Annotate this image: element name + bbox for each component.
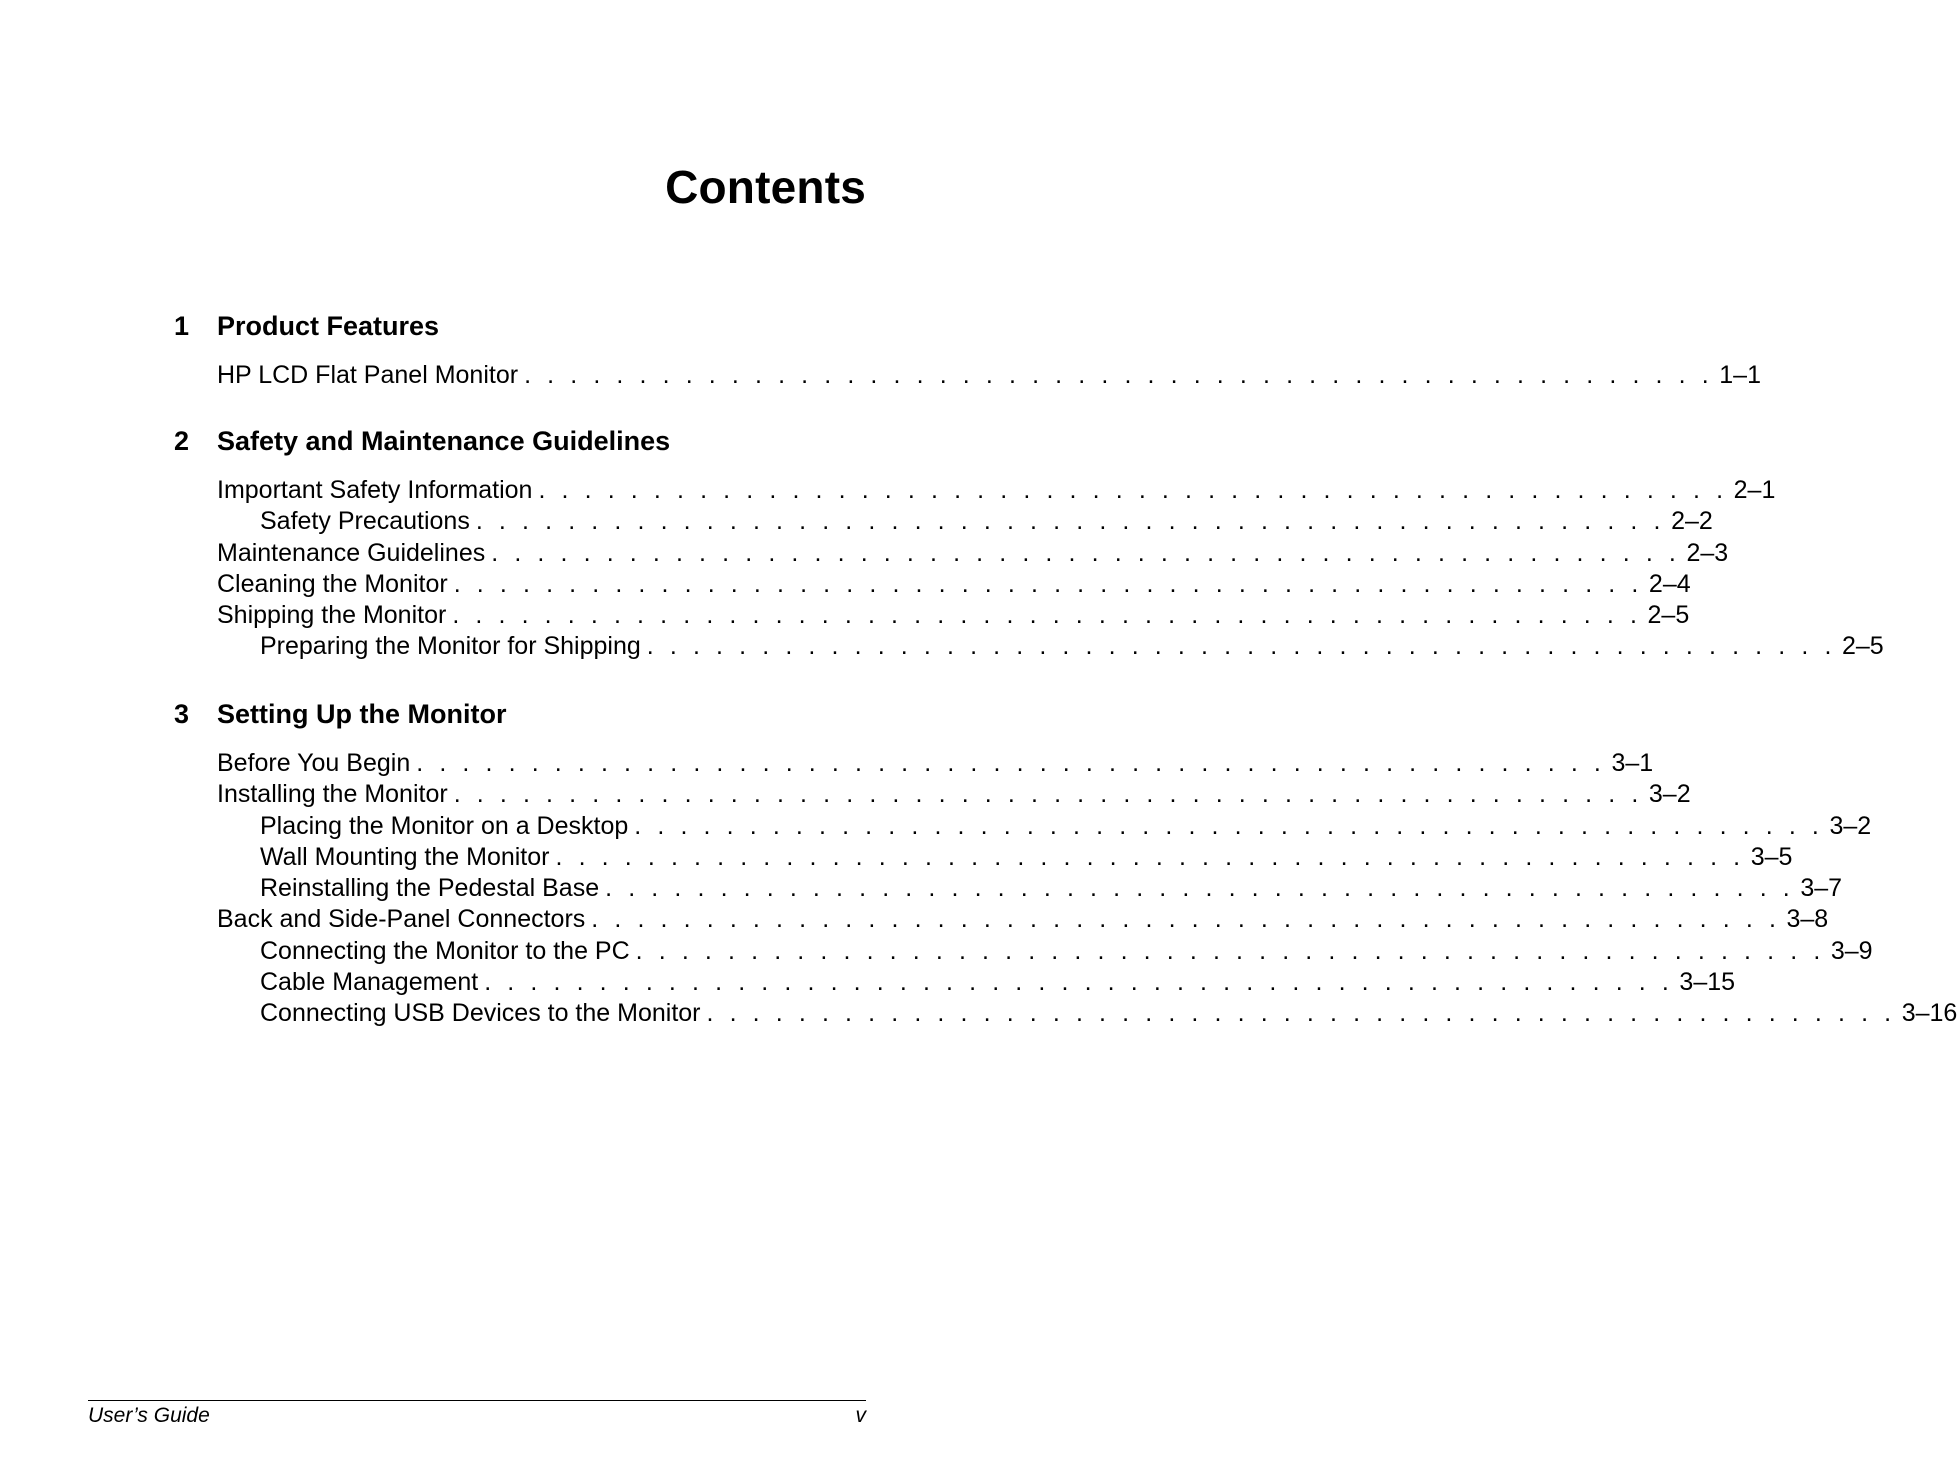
dot-leader: . . . . . . . . . . . . . . . . . . . . . . . . . . . . . . . . . . . . . . . . . . . . . . . . . . . . — [605, 874, 1795, 903]
toc-entry[interactable] — [174, 631, 1884, 662]
toc-entry[interactable] — [174, 904, 1829, 935]
chapter-heading[interactable] — [174, 423, 866, 459]
dot-leader: . . . . . . . . . . . . . . . . . . . . . . . . . . . . . . . . . . . . . . . . . . . . . . . . . . . . — [484, 968, 1674, 997]
toc-entry-page: 1–1 — [1719, 361, 1761, 389]
chapter-entries — [174, 748, 1957, 1030]
dot-leader: . . . . . . . . . . . . . . . . . . . . . . . . . . . . . . . . . . . . . . . . . . . . . . . . . . . . — [646, 632, 1836, 661]
toc-entry-title: Important Safety Information — [217, 476, 533, 504]
footer-page-number: v — [855, 1404, 866, 1427]
page-title: Contents — [665, 161, 866, 213]
toc-entry-title: Before You Begin — [217, 749, 411, 777]
toc-entry-title: Reinstalling the Pedestal Base — [260, 874, 600, 903]
chapter-entries — [174, 360, 1761, 391]
chapter-1 — [174, 308, 1761, 391]
chapter-title: Product Features — [217, 311, 440, 341]
dot-leader: . . . . . . . . . . . . . . . . . . . . . . . . . . . . . . . . . . . . . . . . . . . . . . . . . . . . — [453, 569, 1643, 598]
toc-entry[interactable] — [174, 569, 1691, 600]
toc-entry-page: 2–5 — [1842, 632, 1884, 661]
toc-entry-page: 2–5 — [1647, 601, 1690, 630]
toc-entry-title: Cleaning the Monitor — [217, 569, 448, 598]
dot-leader: . . . . . . . . . . . . . . . . . . . . . . . . . . . . . . . . . . . . . . . . . . . . . . . . . . . . — [416, 749, 1606, 777]
toc-entry-page: 2–3 — [1686, 538, 1729, 567]
toc-entry-page: 3–15 — [1679, 968, 1736, 997]
toc-entry[interactable] — [174, 600, 1690, 631]
dot-leader: . . . . . . . . . . . . . . . . . . . . . . . . . . . . . . . . . . . . . . . . . . . . . . . . . . . . — [475, 507, 1666, 536]
toc-entry-title: Placing the Monitor on a Desktop — [260, 811, 629, 840]
toc-entry[interactable] — [174, 842, 1793, 873]
toc-entry-page: 3–8 — [1786, 905, 1829, 934]
toc-entry-title: Safety Precautions — [260, 507, 470, 536]
dot-leader: . . . . . . . . . . . . . . . . . . . . . . . . . . . . . . . . . . . . . . . . . . . . . . . . . . . . — [635, 936, 1825, 965]
toc-entry-page: 2–4 — [1648, 569, 1691, 598]
dot-leader: . . . . . . . . . . . . . . . . . . . . . . . . . . . . . . . . . . . . . . . . . . . . . . . . . . . . — [453, 780, 1643, 809]
toc-entry-title: Back and Side-Panel Connectors — [217, 905, 586, 934]
toc-entry-title: Maintenance Guidelines — [217, 538, 486, 567]
toc-entry-page: 3–2 — [1648, 780, 1691, 809]
chapter-3 — [174, 696, 1957, 1030]
toc-entry[interactable] — [174, 998, 1957, 1029]
toc-entry[interactable] — [174, 811, 1872, 842]
toc-entry-title: Connecting USB Devices to the Monitor — [260, 999, 701, 1028]
toc-entry-page: 3–2 — [1829, 811, 1872, 840]
toc-entry-title: Installing the Monitor — [217, 780, 448, 809]
toc-entry-title: Connecting the Monitor to the PC — [260, 936, 630, 965]
footer-divider — [88, 1400, 866, 1401]
toc-entry-title: Cable Management — [260, 968, 479, 997]
dot-leader: . . . . . . . . . . . . . . . . . . . . . . . . . . . . . . . . . . . . . . . . . . . . . . . . . . . . — [538, 476, 1728, 504]
chapter-heading[interactable] — [174, 308, 866, 344]
toc-entry[interactable] — [174, 506, 1713, 537]
toc-entry[interactable] — [174, 967, 1736, 998]
chapter-number: 1 — [174, 311, 190, 341]
dot-leader: . . . . . . . . . . . . . . . . . . . . . . . . . . . . . . . . . . . . . . . . . . . . . . . . . . . . — [634, 811, 1824, 840]
chapter-2 — [174, 423, 1884, 663]
chapter-number: 3 — [174, 699, 190, 729]
toc-entry[interactable] — [174, 873, 1843, 904]
toc-entry-page: 2–2 — [1671, 507, 1713, 536]
chapter-title: Setting Up the Monitor — [217, 699, 507, 729]
chapter-entries — [174, 475, 1884, 663]
toc-entry[interactable] — [174, 779, 1691, 810]
toc-entry-page: 3–1 — [1611, 749, 1654, 777]
dot-leader: . . . . . . . . . . . . . . . . . . . . . . . . . . . . . . . . . . . . . . . . . . . . . . . . . . . . — [555, 842, 1745, 871]
dot-leader: . . . . . . . . . . . . . . . . . . . . . . . . . . . . . . . . . . . . . . . . . . . . . . . . . . . . — [706, 999, 1896, 1028]
toc-entry-page: 3–7 — [1800, 874, 1843, 903]
toc-entry[interactable] — [174, 936, 1873, 967]
dot-leader: . . . . . . . . . . . . . . . . . . . . . . . . . . . . . . . . . . . . . . . . . . . . . . . . . . . . — [524, 361, 1714, 389]
toc-entry[interactable] — [174, 360, 1761, 391]
toc-entry-title: Wall Mounting the Monitor — [260, 842, 550, 871]
dot-leader: . . . . . . . . . . . . . . . . . . . . . . . . . . . . . . . . . . . . . . . . . . . . . . . . . . . . — [591, 905, 1781, 934]
footer-document-title: User’s Guide — [88, 1404, 210, 1427]
chapter-heading[interactable] — [174, 696, 866, 732]
dot-leader: . . . . . . . . . . . . . . . . . . . . . . . . . . . . . . . . . . . . . . . . . . . . . . . . . . . . — [452, 601, 1642, 630]
toc-entry-page: 3–9 — [1830, 936, 1873, 965]
toc-entry-page: 3–5 — [1750, 842, 1793, 871]
dot-leader: . . . . . . . . . . . . . . . . . . . . . . . . . . . . . . . . . . . . . . . . . . . . . . . . . . . . — [491, 538, 1681, 567]
toc-entry-title: Shipping the Monitor — [217, 601, 447, 630]
toc-entry-page: 2–1 — [1733, 476, 1776, 504]
toc-entry[interactable] — [174, 748, 1654, 779]
toc-entry-page: 3–16 — [1901, 999, 1957, 1028]
chapter-title: Safety and Maintenance Guidelines — [217, 426, 671, 456]
toc-entry[interactable] — [174, 475, 1776, 506]
toc-entry-title: HP LCD Flat Panel Monitor — [217, 361, 519, 389]
chapter-number: 2 — [174, 426, 190, 456]
toc-entry-title: Preparing the Monitor for Shipping — [260, 632, 641, 661]
toc-entry[interactable] — [174, 538, 1729, 569]
